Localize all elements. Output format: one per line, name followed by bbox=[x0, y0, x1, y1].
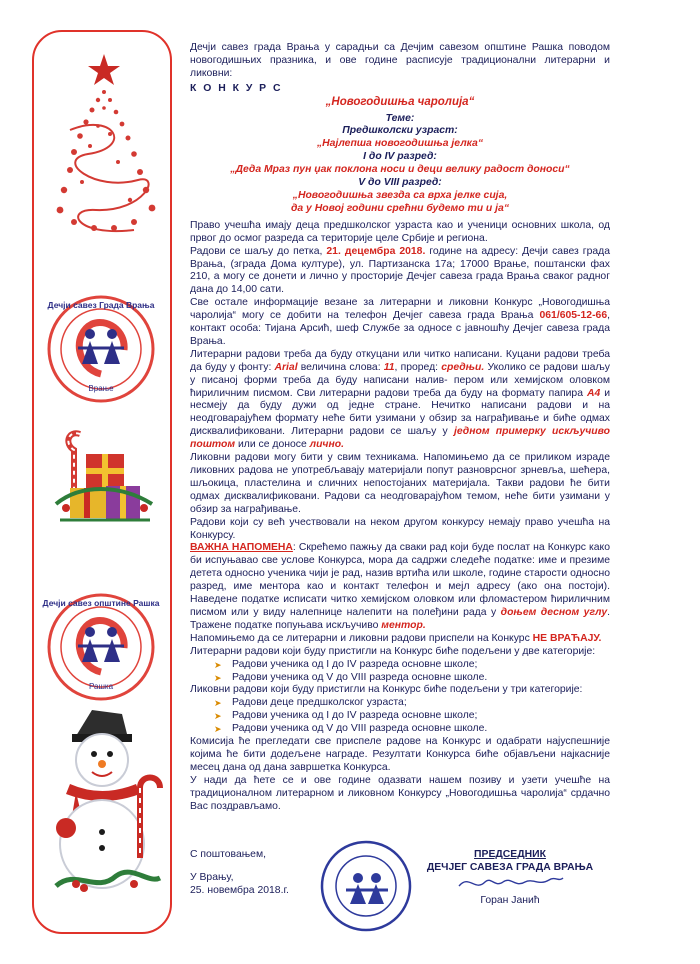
decorative-sidebar bbox=[34, 32, 168, 932]
list-item: ➤ Радови деце предшколског узраста; bbox=[214, 697, 610, 710]
list-item: ➤ Радови ученика од V до VIII разреда основне школе. bbox=[214, 723, 610, 736]
themes-label: Теме: bbox=[385, 112, 415, 124]
handwritten-signature bbox=[455, 872, 565, 894]
literary-rules-paragraph bbox=[190, 349, 610, 452]
gifts-illustration bbox=[40, 424, 160, 534]
lit-spacing: средњи. bbox=[441, 361, 485, 373]
closing-block bbox=[190, 848, 289, 897]
logo-top-bottom-text: Врање bbox=[88, 384, 114, 393]
art-categories-list bbox=[190, 697, 610, 736]
lit-text-d: Уколико се радови шаљу у писаној форми треба да буду написани налив- пером или хемијском оловком ћириличним писмом. Сви литерарни радови треба да буду на формату папира bbox=[190, 361, 610, 399]
lit-text-a: Литерарни радови треба да буду откуцани или читко написани. Куцани радови треба да буду у фонту: bbox=[190, 348, 610, 373]
list-item: ➤ Радови ученика од I до IV разреда основне школе; bbox=[214, 659, 610, 672]
snowman-illustration bbox=[36, 708, 166, 908]
info-text-a: Све остале информације везане за литерарни и ликовни Конкурс „Новогодишња чаролија“ могу се добити на телефон Дечјег савеза града Врања bbox=[190, 297, 610, 322]
closing-regards: С поштовањем, bbox=[190, 849, 266, 860]
info-text-b: , контакт особа: Тијана Арсић, шеф Службе за односе с јавношћу Дечјег савеза града Врања. bbox=[190, 310, 610, 347]
contest-title: „Новогодишња чаролија“ bbox=[325, 95, 475, 108]
greeting-paragraph: У нади да ћете се и ове године одазвати нашем позиву и узети учешће на традиционалном литерарном и ликовном Конкурсу „Новогодишња чаролија“ срдачно Вас поздрављамо. bbox=[190, 774, 610, 812]
lit-text-b: величина слова: bbox=[300, 361, 381, 373]
literary-categories-intro: Литерарни радови који буду пристигли на Конкурс биће подељени у две категорије: bbox=[190, 645, 596, 657]
art-rules-paragraph: Ликовни радови могу бити у свим техникама. Напомињемо да се приликом израде ликовних радова не употребљавају материјали попут разноврсног зрневља, шећера, шљокица, пластелина и сличних непостојаних материјала. Такви радови ће бити одмах дисквалификовани. Радови са неодговарајућом темом, неће бити узимани у обзир за награђивање. bbox=[190, 452, 610, 515]
contest-heading: К О Н К У Р С bbox=[190, 82, 283, 94]
important-note-label: ВАЖНА НАПОМЕНА bbox=[190, 542, 293, 554]
lit-paper: А4 bbox=[586, 387, 601, 399]
star-tree-illustration bbox=[34, 42, 168, 252]
logo-top-ring-text: Дечји савез Града Врања bbox=[47, 300, 155, 310]
group-1-4-theme: „Деда Мраз пун џак поклона носи и деци велику радост доноси“ bbox=[230, 164, 570, 176]
official-stamp bbox=[318, 838, 414, 934]
group-preschool-label: Предшколски узраст: bbox=[342, 125, 458, 137]
signature-title-1: ПРЕДСЕДНИК bbox=[474, 849, 546, 860]
deadline-paragraph bbox=[190, 246, 610, 298]
logo-bottom-bottom-text: Рашка bbox=[88, 682, 114, 691]
logo-bottom-ring-text: Дечји савез општине Рашка bbox=[42, 598, 160, 608]
group-5-8-theme-line2: да у Новој години срећни будемо ти и ја“ bbox=[290, 202, 510, 214]
signature-block bbox=[420, 848, 600, 907]
note-mentor: ментор. bbox=[381, 619, 426, 631]
contact-phone: 061/605-12-66 bbox=[539, 310, 608, 322]
intro-paragraph: Дечји савез града Врања у сарадњи са Дечјим савезом општине Рашка поводом новогодишњих празника, и ове године расписује традиционални литерарни и ликовни: bbox=[190, 42, 610, 79]
note-text-a: : Скрећемо пажњу да сваки рад који буде послат на Конкурс како би испуњавао све услове Конкурса, мора да садржи следеће податке: име и презиме детета односно ученика чији је рад, назив вртића или школе, године старости односно разред, име ментора као и контакт телефон и мејл адресу (ако она постоји). Наведене податке исписати читко хемијском оловком или фломастером ћириличним писмом или у виду налепнице налепити на полеђини рада у bbox=[190, 542, 610, 618]
group-5-8-label: V до VIII разред: bbox=[358, 177, 442, 189]
deadline-date: 21. децембра 2018. bbox=[326, 245, 426, 257]
no-return-highlight: НЕ ВРАЋАЈУ. bbox=[532, 632, 602, 644]
closing-date: 25. новембра 2018.г. bbox=[190, 885, 289, 896]
lit-text-f: или се доносе bbox=[237, 439, 307, 451]
important-note-paragraph bbox=[190, 542, 610, 632]
eligibility-paragraph: Право учешћа имају деца предшколског узраста као и ученици основних школа, од првог до осмог разреда са територије целе Србије и региона. bbox=[190, 219, 610, 244]
lit-personal: лично. bbox=[309, 439, 345, 451]
lit-text-e: и несмеју да буду дужи од једне стране. Нечитко написани радови и на неодговарајућем формату неће бити узимани у обзир за награђивање и биће одмах дисквалификовани. Литерарни радови се шаљу у bbox=[190, 387, 611, 438]
list-item: ➤ Радови ученика од V до VIII разреда основне школе. bbox=[214, 672, 610, 685]
note-corner: доњем десном углу bbox=[500, 606, 608, 618]
info-paragraph bbox=[190, 297, 610, 349]
lit-size: 11 bbox=[383, 361, 395, 373]
deadline-text-b: године на адресу: Дечји савез града Врања, (зграда Дома културе), ул. Партизанска 17а; 17000 Врање, поштански фах 210, а могу се донети и лично у просторије Дечјег савеза града Врања сваког радног дана до 14,00 сати. bbox=[190, 245, 610, 296]
deadline-text-a: Радови се шаљу до петка, bbox=[190, 245, 323, 257]
literary-categories-list bbox=[190, 659, 610, 685]
lit-text-c: , проред: bbox=[394, 361, 439, 373]
previous-contest-paragraph: Радови који су већ учествовали на неком другом конкурсу немају право учешћа на Конкурсу. bbox=[190, 516, 610, 541]
no-return-paragraph bbox=[190, 633, 610, 646]
lit-font: Arial bbox=[274, 361, 298, 373]
lit-post: једном примерку искључиво поштом bbox=[190, 426, 610, 451]
signature-title-2: ДЕЧЈЕГ САВЕЗА ГРАДА ВРАЊА bbox=[426, 862, 594, 873]
signature-name: Горан Јанић bbox=[480, 895, 540, 906]
art-categories-intro: Ликовни радови који буду пристигли на Конкурс биће подељени у три категорије: bbox=[190, 684, 583, 696]
list-item: ➤ Радови ученика од I до IV разреда основне школе; bbox=[214, 710, 610, 723]
closing-place: У Врању, bbox=[190, 872, 234, 883]
group-1-4-label: I до IV разред: bbox=[363, 151, 437, 163]
group-preschool-theme: „Најлепша новогодишња јелка“ bbox=[316, 138, 484, 150]
commission-paragraph: Комисија ће прегледати све приспеле радове на Конкурс и одабрати најуспешније којима ће бити додељене награде. Резултати Конкурса биће објављени најкасније месец дана од дана завршетка Конкурса. bbox=[190, 736, 610, 773]
note-text-b: . Тражене податке попуњава искључиво bbox=[190, 606, 610, 631]
letter-body bbox=[190, 42, 610, 813]
no-return-text: Напомињемо да се литерарни и ликовни радови приспели на Конкурс bbox=[190, 632, 530, 644]
group-5-8-theme-line1: „Новогодишња звезда са врха јелке сија, bbox=[292, 189, 508, 201]
